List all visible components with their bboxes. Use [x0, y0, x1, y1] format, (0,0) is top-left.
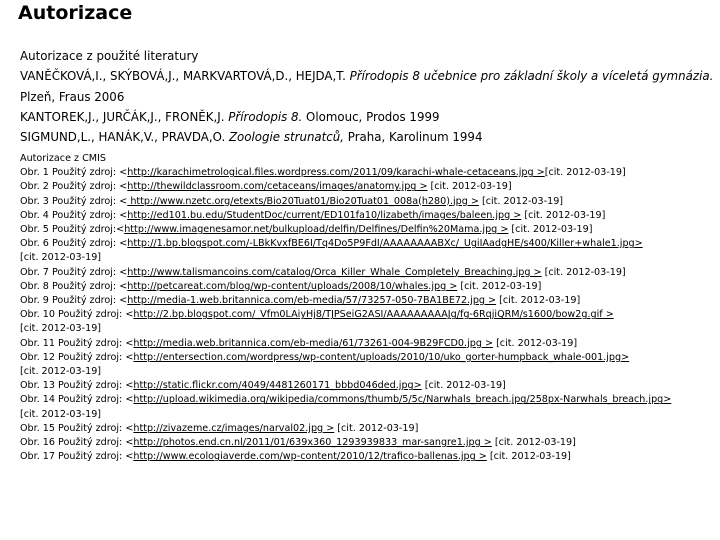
reference-1-title: Přírodopis 8 učebnice pro základní školy a víceletá gymnázia.	[349, 69, 714, 84]
literature-heading: Autorizace z použité literatury	[20, 49, 199, 63]
reference-2	[20, 107, 713, 127]
source-item: Obr. 6 Použitý zdroj: <http://1.bp.blogspot.com/-LBkKvxfBE6I/Tq4Do5P9FdI/AAAAAAAABXc/_UgiIAadgHE/s400/Killer+whale1.jpg>	[20, 238, 643, 250]
source-item: Obr. 13 Použitý zdroj: <http://static.flickr.com/4049/4481260171_bbbd046ded.jpg> [cit. 2012-03-19]	[20, 380, 506, 392]
source-item: Obr. 16 Použitý zdroj: <http://photos.end.cn.nl/2011/01/639x360_1293939833_mar-sangre1.jpg > [cit. 2012-03-19]	[20, 437, 576, 449]
literature-section	[20, 46, 720, 147]
source-link[interactable]: http://www.ecologiaverde.com/wp-content/2010/12/trafico-ballenas.jpg	[133, 451, 476, 463]
source-link[interactable]: http://www.talismancoins.com/catalog/Orca_Killer_Whale_Completely_Breaching.jpg	[127, 266, 531, 278]
source-item: Obr. 1 Použitý zdroj: <http://karachimetrological.files.wordpress.com/2011/09/karachi-whale-cetaceans.jpg >[cit. 2012-03-19]	[20, 167, 626, 179]
reference-2-place: Olomouc, Prodos 1999	[306, 109, 440, 124]
source-item: Obr. 7 Použitý zdroj: <http://www.talismancoins.com/catalog/Orca_Killer_Whale_Completely_Breaching.jpg > [cit. 2012-03-19]	[20, 266, 626, 278]
source-link[interactable]: http://zivazeme.cz/images/narval02.jpg	[133, 422, 324, 434]
source-item-continuation: [cit. 2012-03-19]	[20, 408, 102, 420]
source-item: Obr. 3 Použitý zdroj: < http://www.nzetc.org/etexts/Bio20Tuat01/Bio20Tuat01_008a(h280).jpg > [cit. 2012-03-19]	[20, 195, 564, 207]
cmis-heading: Autorizace z CMIS	[20, 153, 107, 164]
reference-1-authors: VANĚČKOVÁ,I., SKÝBOVÁ,J., MARKVARTOVÁ,D., HEJDA,T.	[20, 69, 346, 84]
source-item: Obr. 5 Použitý zdroj:<http://www.imagenesamor.net/bulkupload/delfin/Delfines/Delfin%20Mama.jpg > [cit. 2012-03-19]	[20, 224, 593, 236]
reference-2-title: Přírodopis 8.	[228, 109, 303, 124]
reference-1-place: Plzeň, Fraus 2006	[20, 89, 125, 104]
source-item: Obr. 2 Použitý zdroj: <http://thewildclassroom.com/cetaceans/images/anatomy.jpg > [cit. 2012-03-19]	[20, 181, 512, 193]
reference-3-authors: SIGMUND,L., HANÁK,V., PRAVDA,O.	[20, 130, 226, 145]
source-item: Obr. 8 Použitý zdroj: <http://petcareat.com/blog/wp-content/uploads/2008/10/whales.jpg > [cit. 2012-03-19]	[20, 280, 542, 292]
reference-3-place: Praha, Karolinum 1994	[347, 130, 483, 145]
source-link[interactable]: http://media.web.britannica.com/eb-media/61/73261-004-9B29FCD0.jpg	[133, 337, 482, 349]
reference-1	[20, 66, 713, 86]
source-item-continuation: [cit. 2012-03-19]	[20, 252, 102, 264]
source-link[interactable]: http://2.bp.blogspot.com/_Vfm0LAiyHj8/TJPSeiG2ASI/AAAAAAAAAJg/fg-6RqjiQRM/s1600/bow2g.gif	[133, 309, 603, 321]
source-item: Obr. 14 Použitý zdroj: <http://upload.wikimedia.org/wikipedia/commons/thumb/5/5c/Narwhals_breach.jpg/258px-Narwhals_breach.jpg>	[20, 394, 672, 406]
source-link[interactable]: http://petcareat.com/blog/wp-content/uploads/2008/10/whales.jpg	[127, 280, 447, 292]
page-title: Autorizace	[18, 2, 133, 24]
source-item: Obr. 17 Použitý zdroj: <http://www.ecologiaverde.com/wp-content/2010/12/trafico-ballenas.jpg > [cit. 2012-03-19]	[20, 451, 571, 463]
source-item: Obr. 15 Použitý zdroj: <http://zivazeme.cz/images/narval02.jpg > [cit. 2012-03-19]	[20, 422, 419, 434]
source-link[interactable]: http://www.imagenesamor.net/bulkupload/delfin/Delfines/Delfin%20Mama.jpg	[124, 224, 498, 236]
cmis-section	[20, 152, 671, 464]
source-link[interactable]: http://upload.wikimedia.org/wikipedia/commons/thumb/5/5c/Narwhals_breach.jpg/258px-Narwhals_breach.jpg	[133, 394, 664, 406]
source-item: Obr. 4 Použitý zdroj: <http://ed101.bu.edu/StudentDoc/current/ED101fa10/lizabeth/images/baleen.jpg > [cit. 2012-03-19]	[20, 209, 606, 221]
reference-2-authors: KANTOREK,J., JURČÁK,J., FRONĚK,J.	[20, 109, 225, 124]
source-link[interactable]: http://1.bp.blogspot.com/-LBkKvxfBE6I/Tq4Do5P9FdI/AAAAAAAABXc/_UgiIAadgHE/s400/Killer+whale1.jpg	[127, 238, 635, 250]
source-item: Obr. 10 Použitý zdroj: <http://2.bp.blogspot.com/_Vfm0LAiyHj8/TJPSeiG2ASI/AAAAAAAAAJg/fg-6RqjiQRM/s1600/bow2g.gif >	[20, 309, 614, 321]
source-item: Obr. 12 Použitý zdroj: <http://entersection.com/wordpress/wp-content/uploads/2010/10/uko_gorter-humpback_whale-001.jpg>	[20, 351, 630, 363]
source-link[interactable]: http://static.flickr.com/4049/4481260171_bbbd046ded.jpg	[133, 380, 414, 392]
source-link[interactable]: http://entersection.com/wordpress/wp-content/uploads/2010/10/uko_gorter-humpback_whale-001.jpg	[133, 351, 622, 363]
reference-3-title: Zoologie strunatců,	[228, 130, 345, 145]
source-link[interactable]: http://media-1.web.britannica.com/eb-media/57/73257-050-7BA1BE72.jpg	[127, 295, 485, 307]
source-link[interactable]: http://karachimetrological.files.wordpress.com/2011/09/karachi-whale-cetaceans.jpg	[127, 167, 534, 179]
source-link[interactable]: http://www.nzetc.org/etexts/Bio20Tuat01/Bio20Tuat01_008a(h280).jpg	[127, 195, 468, 207]
source-link[interactable]: http://photos.end.cn.nl/2011/01/639x360_1293939833_mar-sangre1.jpg	[133, 437, 481, 449]
source-item: Obr. 9 Použitý zdroj: <http://media-1.web.britannica.com/eb-media/57/73257-050-7BA1BE72.jpg > [cit. 2012-03-19]	[20, 295, 581, 307]
source-item-continuation: [cit. 2012-03-19]	[20, 323, 102, 335]
source-link[interactable]: http://ed101.bu.edu/StudentDoc/current/ED101fa10/lizabeth/images/baleen.jpg	[127, 209, 511, 221]
source-item: Obr. 11 Použitý zdroj: <http://media.web.britannica.com/eb-media/61/73261-004-9B29FCD0.jpg > [cit. 2012-03-19]	[20, 337, 578, 349]
source-item-continuation: [cit. 2012-03-19]	[20, 366, 102, 378]
source-link[interactable]: http://thewildclassroom.com/cetaceans/images/anatomy.jpg	[127, 181, 417, 193]
reference-3	[20, 127, 713, 147]
